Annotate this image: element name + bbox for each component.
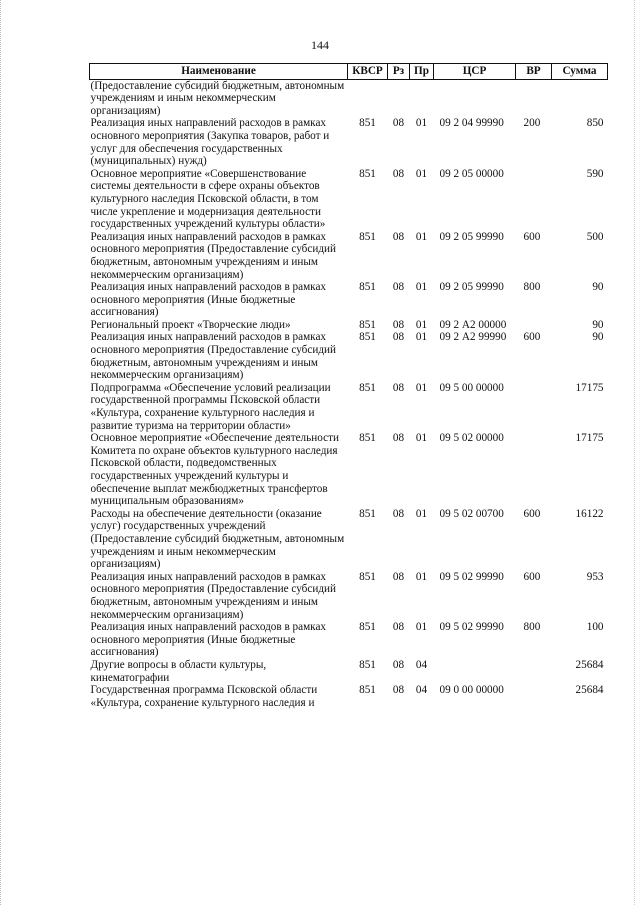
- cell-sum: 17175: [575, 381, 604, 394]
- cell-csr: 09 2 А2 00000: [439, 318, 507, 331]
- table-row: [90, 231, 608, 281]
- cell-name: Реализация иных направлений расходов в рамках основного мероприятия (Иные бюджетные ассигнования): [90, 621, 327, 659]
- cell-sum: 100: [586, 621, 604, 634]
- cell-pr: 01: [415, 230, 428, 243]
- cell-kvsr: 851: [359, 230, 376, 243]
- cell-kvsr: 851: [359, 432, 376, 445]
- cell-pr: 01: [415, 432, 428, 445]
- cell-rz: 08: [392, 507, 405, 520]
- cell-rz: 08: [392, 381, 405, 394]
- cell-sum: 16122: [575, 507, 604, 520]
- cell-rz: 08: [392, 621, 405, 634]
- cell-sum: 90: [592, 331, 604, 344]
- cell-kvsr: 851: [359, 281, 376, 294]
- cell-name: Основное мероприятие «Совершенствование системы деятельности в сфере охраны объектов культурного наследия Псковской области, в том числе укрепление и модернизация деятельности государственных учреждений культуры области»: [90, 167, 326, 231]
- cell-name: Реализация иных направлений расходов в рамках основного мероприятия (Иные бюджетные ассигнования): [90, 281, 327, 319]
- table-row: [90, 331, 608, 381]
- cell-csr: 09 2 05 00000: [439, 167, 504, 180]
- cell-pr: 01: [415, 167, 428, 180]
- header-kvsr: КВСР: [348, 64, 388, 80]
- cell-csr: 09 5 02 00700: [439, 507, 504, 520]
- budget-table: [89, 63, 608, 709]
- right-margin-dots: [634, 0, 636, 905]
- table-row: [90, 168, 608, 231]
- table-row: [90, 117, 608, 167]
- cell-rz: 08: [392, 331, 405, 344]
- table-row: [90, 382, 608, 432]
- cell-pr: 01: [415, 381, 428, 394]
- cell-vr: [516, 659, 552, 684]
- cell-kvsr: 851: [359, 331, 376, 344]
- cell-vr: [516, 382, 552, 432]
- cell-pr: [410, 79, 434, 117]
- cell-pr: 01: [415, 507, 428, 520]
- cell-vr: 600: [523, 331, 541, 344]
- cell-name: Подпрограмма «Обеспечение условий реализации государственной программы Псковской области «Культура, сохранение культурного наследия и развитие туризма на территории области»: [90, 381, 331, 432]
- cell-sum: 500: [586, 230, 604, 243]
- header-sum: Сумма: [552, 64, 608, 80]
- cell-name: (Предоставление субсидий бюджетным, автономным учреждениям и иным некоммерческим организациям): [90, 79, 345, 117]
- header-csr: ЦСР: [434, 64, 516, 80]
- cell-name: Государственная программа Псковской области «Культура, сохранение культурного наследия и: [90, 684, 318, 709]
- cell-csr: 09 5 02 99990: [439, 570, 504, 583]
- header-name: Наименование: [90, 64, 348, 80]
- cell-rz: 08: [392, 318, 405, 331]
- cell-csr: [434, 79, 516, 117]
- cell-pr: 01: [415, 331, 428, 344]
- cell-sum: 953: [586, 570, 604, 583]
- cell-sum: 25684: [575, 658, 604, 671]
- cell-pr: 01: [415, 318, 428, 331]
- cell-sum: 90: [592, 318, 604, 331]
- cell-name: Реализация иных направлений расходов в рамках основного мероприятия (Предоставление субсидий бюджетным, автономным учреждениям и иным некоммерческим организациям): [90, 570, 336, 621]
- cell-vr: 600: [523, 570, 541, 583]
- cell-kvsr: [348, 79, 388, 117]
- cell-vr: [516, 168, 552, 231]
- cell-kvsr: 851: [359, 381, 376, 394]
- cell-name: Региональный проект «Творческие люди»: [90, 318, 291, 331]
- cell-kvsr: 851: [359, 570, 376, 583]
- table-row: [90, 571, 608, 621]
- cell-sum: 25684: [575, 684, 604, 697]
- cell-vr: [516, 79, 552, 117]
- cell-pr: 01: [415, 117, 428, 130]
- cell-sum: 90: [592, 281, 604, 294]
- cell-rz: 08: [392, 117, 405, 130]
- cell-vr: [516, 684, 552, 709]
- cell-name: Расходы на обеспечение деятельности (оказание услуг) государственных учреждений (Предоставление субсидий бюджетным, автономным учреждениям и иным некоммерческим организациям): [90, 507, 345, 571]
- header-vr: ВР: [516, 64, 552, 80]
- table-row: [90, 432, 608, 508]
- cell-kvsr: 851: [359, 621, 376, 634]
- left-margin-dots: [0, 0, 4, 905]
- cell-vr: 600: [523, 507, 541, 520]
- cell-name: Основное мероприятие «Обеспечение деятельности Комитета по охране объектов культурного наследия Псковской области, подведомственных государственных учреждений культуры и обеспечение выплат межбюджетных трансфертов муниципальным образованиям»: [90, 432, 339, 508]
- cell-rz: 08: [392, 432, 405, 445]
- cell-name: Другие вопросы в области культуры, кинематографии: [90, 658, 267, 684]
- table-row: [90, 621, 608, 659]
- cell-rz: 08: [392, 281, 405, 294]
- cell-csr: 09 5 00 00000: [439, 381, 504, 394]
- cell-name: Реализация иных направлений расходов в рамках основного мероприятия (Предоставление субсидий бюджетным, автономным учреждениям и иным некоммерческим организациям): [90, 331, 336, 382]
- cell-sum: 17175: [575, 432, 604, 445]
- header-rz: Рз: [388, 64, 410, 80]
- cell-csr: 09 2 05 99990: [439, 281, 504, 294]
- cell-sum: [552, 79, 608, 117]
- cell-name: Реализация иных направлений расходов в рамках основного мероприятия (Предоставление субсидий бюджетным, автономным учреждениям и иным некоммерческим организациям): [90, 230, 336, 281]
- table-row: [90, 659, 608, 684]
- cell-pr: 04: [415, 658, 428, 671]
- cell-csr: 09 5 02 99990: [439, 621, 504, 634]
- table-row: [90, 508, 608, 571]
- cell-csr: 09 2 05 99990: [439, 230, 504, 243]
- cell-kvsr: 851: [359, 117, 376, 130]
- cell-csr: 09 5 02 00000: [439, 432, 504, 445]
- cell-vr: [516, 319, 552, 332]
- cell-kvsr: 851: [359, 658, 376, 671]
- cell-csr: 09 2 04 99990: [439, 117, 504, 130]
- cell-vr: 600: [523, 230, 541, 243]
- cell-csr: 09 2 А2 99990: [439, 331, 507, 344]
- cell-pr: 01: [415, 281, 428, 294]
- cell-vr: 800: [523, 621, 541, 634]
- cell-rz: [388, 79, 410, 117]
- cell-csr: [434, 659, 516, 684]
- cell-kvsr: 851: [359, 507, 376, 520]
- cell-kvsr: 851: [359, 684, 376, 697]
- cell-sum: 590: [586, 167, 604, 180]
- cell-kvsr: 851: [359, 318, 376, 331]
- table-header-row: [90, 64, 608, 80]
- table-row: [90, 319, 608, 332]
- cell-vr: 800: [523, 281, 541, 294]
- cell-kvsr: 851: [359, 167, 376, 180]
- page-number: 144: [311, 38, 329, 52]
- cell-rz: 08: [392, 230, 405, 243]
- cell-name: Реализация иных направлений расходов в рамках основного мероприятия (Закупка товаров, работ и услуг для обеспечения государственных (муниципальных) нужд): [90, 117, 330, 168]
- cell-vr: [516, 432, 552, 508]
- cell-rz: 08: [392, 658, 405, 671]
- cell-pr: 01: [415, 570, 428, 583]
- table-row: [90, 281, 608, 319]
- cell-rz: 08: [392, 570, 405, 583]
- cell-rz: 08: [392, 167, 405, 180]
- header-pr: Пр: [410, 64, 434, 80]
- cell-pr: 04: [415, 684, 428, 697]
- table-row: [90, 684, 608, 709]
- cell-sum: 850: [586, 117, 604, 130]
- cell-vr: 200: [523, 117, 541, 130]
- table-row: [90, 79, 608, 117]
- cell-rz: 08: [392, 684, 405, 697]
- cell-pr: 01: [415, 621, 428, 634]
- cell-csr: 09 0 00 00000: [439, 684, 504, 697]
